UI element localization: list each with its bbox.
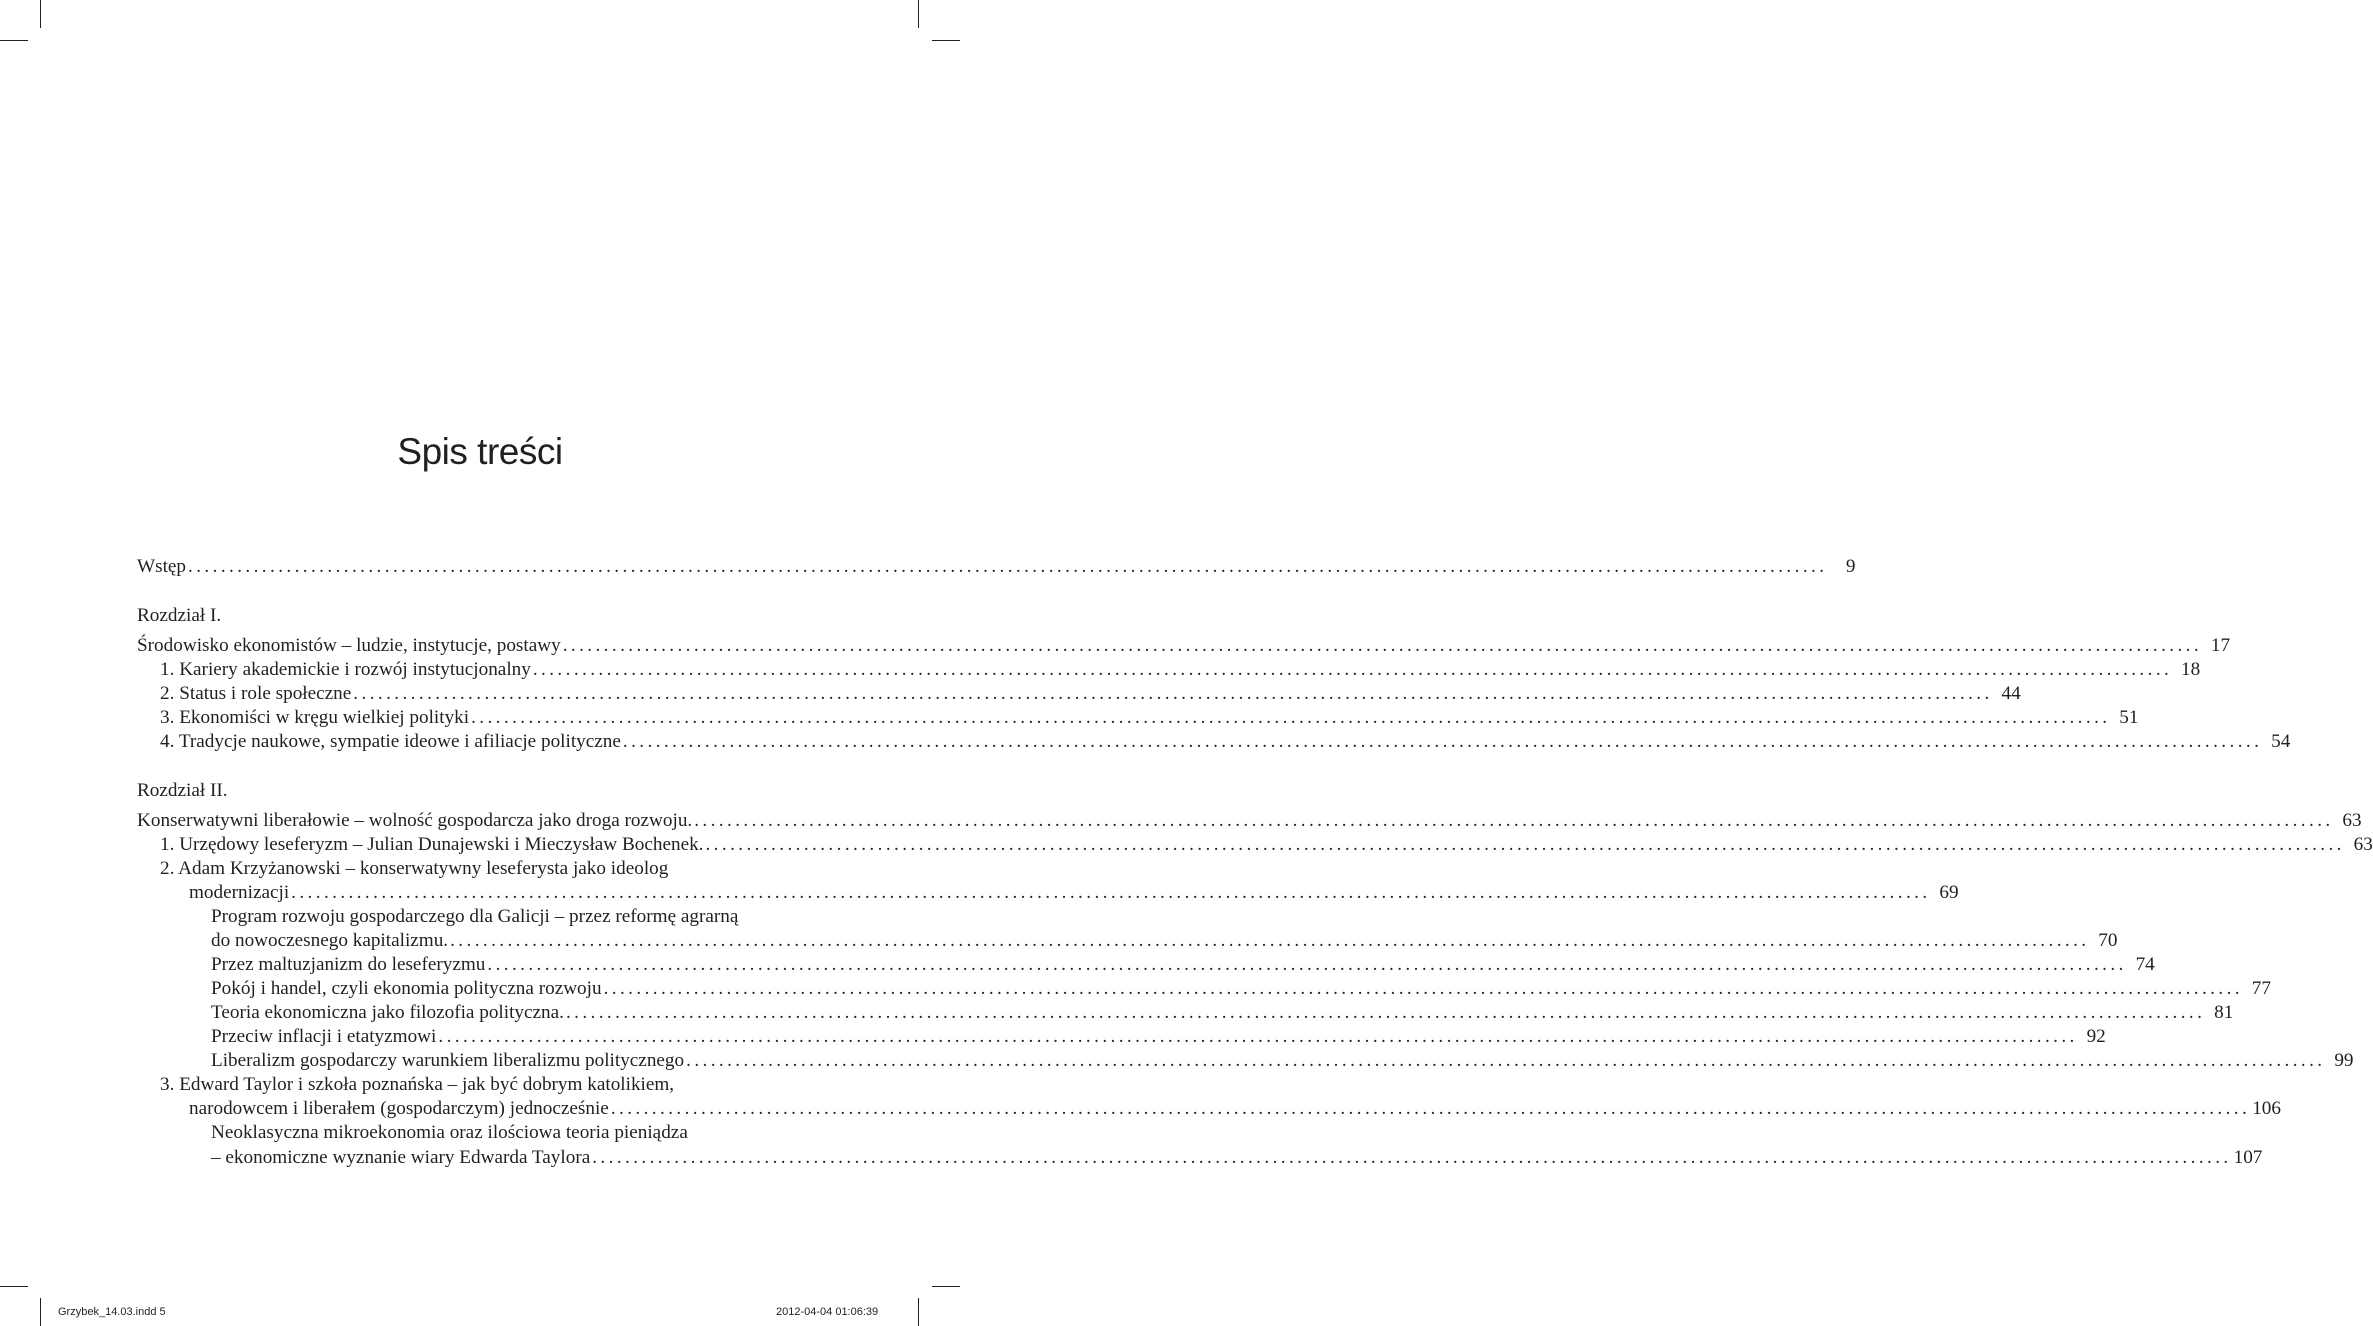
- toc-page-number: 51: [2119, 707, 2139, 728]
- toc-entry-text: Program rozwoju gospodarczego dla Galicji – przez reformę agrarną: [211, 906, 739, 927]
- toc-leader-dots: ........................................................................................................................................................................................................: [291, 882, 1931, 903]
- toc-leader-dots: ........................................................................................................................................................................................................: [471, 707, 2111, 728]
- toc-entry-text: 1. Urzędowy leseferyzm – Julian Dunajewski i Mieczysław Bochenek.: [160, 834, 704, 855]
- crop-mark-top-right: [918, 0, 919, 28]
- toc-entry-text: 4. Tradycje naukowe, sympatie ideowe i afiliacje polityczne: [160, 731, 621, 752]
- toc-leader-dots: ........................................................................................................................................................................................................: [450, 930, 2090, 951]
- toc-entry-text: Pokój i handel, czyli ekonomia polityczna rozwoju: [211, 978, 602, 999]
- toc-entry-text: 2. Adam Krzyżanowski – konserwatywny leseferysta jako ideolog: [160, 858, 669, 879]
- toc-leader-dots: ........................................................................................................................................................................................................: [622, 731, 2263, 752]
- toc-entry[interactable]: [137, 634, 2231, 658]
- toc-entry-continued[interactable]: [160, 1073, 811, 1097]
- toc-entry-text: Przez maltuzjanizm do leseferyzmu: [211, 954, 486, 975]
- toc-leader-dots: ........................................................................................................................................................................................................: [565, 1002, 2206, 1023]
- toc-page-number: 63: [2353, 834, 2373, 855]
- toc-page-number: 54: [2271, 731, 2291, 752]
- toc-entry[interactable]: [211, 1025, 2106, 1049]
- chapter-1-label: Rozdział I.: [137, 605, 222, 626]
- toc-entry-text: 2. Status i role społeczne: [160, 683, 352, 704]
- toc-page-number: 77: [2251, 978, 2271, 999]
- toc-page-number: 9: [1845, 556, 1856, 577]
- toc-leader-dots: ........................................................................................................................................................................................................: [686, 1050, 2326, 1071]
- toc-entry-intro[interactable]: [137, 555, 1856, 579]
- toc-entry[interactable]: [211, 953, 2155, 977]
- toc-entry[interactable]: [211, 1049, 2354, 1073]
- toc-leader-dots: ........................................................................................................................................................................................................: [438, 1026, 2078, 1047]
- footer-timestamp: 2012-04-04 01:06:39: [776, 1306, 879, 1318]
- toc-page-number: 106: [2252, 1098, 2281, 1119]
- toc-page-number: 107: [2233, 1147, 2263, 1168]
- crop-mark-bottom-left-h: [0, 1286, 28, 1287]
- toc-entry-text: do nowoczesnego kapitalizmu.: [211, 930, 449, 951]
- toc-entry[interactable]: [160, 833, 2373, 857]
- crop-mark-bottom-right-h: [932, 1286, 960, 1287]
- toc-entry-continued[interactable]: [211, 1121, 811, 1145]
- footer-file-name: Grzybek_14.03.indd 5: [58, 1306, 166, 1318]
- crop-mark-bottom-left: [40, 1298, 41, 1326]
- toc-page-number: 17: [2210, 635, 2231, 656]
- toc-page-number: 44: [2001, 683, 2021, 704]
- toc-entry-text: modernizacji: [189, 882, 290, 903]
- toc-leader-dots: ........................................................................................................................................................................................................: [353, 683, 1993, 704]
- crop-mark-top-right-h: [932, 40, 960, 41]
- toc-page-number: 63: [2342, 810, 2362, 831]
- toc-entry[interactable]: [211, 929, 2118, 953]
- toc-entry-text: Wstęp: [137, 556, 187, 577]
- toc-page-number: 70: [2098, 930, 2118, 951]
- toc-entry-text: Środowisko ekonomistów – ludzie, instytucje, postawy: [137, 635, 561, 656]
- toc-entry-text: narodowcem i liberałem (gospodarczym) jednocześnie: [189, 1098, 609, 1119]
- toc-leader-dots: ........................................................................................................................................................................................................: [610, 1098, 2251, 1119]
- toc-page-number: 92: [2086, 1026, 2106, 1047]
- crop-mark-top-left: [40, 0, 41, 28]
- toc-entry-text: 1. Kariery akademickie i rozwój instytucjonalny: [160, 659, 531, 680]
- toc-page-number: 18: [2181, 659, 2201, 680]
- toc-entry[interactable]: [137, 809, 2362, 833]
- toc-entry[interactable]: [211, 977, 2271, 1001]
- toc-entry-text: Teoria ekonomiczna jako filozofia polityczna.: [211, 1002, 564, 1023]
- toc-entry[interactable]: [211, 1001, 2234, 1025]
- toc-leader-dots: ........................................................................................................................................................................................................: [487, 954, 2127, 975]
- toc-entry-text: Konserwatywni liberałowie – wolność gospodarcza jako droga rozwoju.: [137, 810, 693, 831]
- crop-mark-top-left-h: [0, 40, 28, 41]
- toc-entry-text: 3. Edward Taylor i szkoła poznańska – jak być dobrym katolikiem,: [160, 1074, 675, 1095]
- toc-entry[interactable]: [160, 658, 2201, 682]
- toc-leader-dots: ........................................................................................................................................................................................................: [562, 635, 2203, 656]
- toc-page-number: 74: [2135, 954, 2155, 975]
- toc-entry-text: – ekonomiczne wyznanie wiary Edwarda Taylora: [211, 1147, 591, 1168]
- toc-entry-text: Liberalizm gospodarczy warunkiem liberalizmu politycznego: [211, 1050, 685, 1071]
- toc-leader-dots: ........................................................................................................................................................................................................: [532, 659, 2173, 680]
- toc-entry[interactable]: [160, 706, 2139, 730]
- toc-leader-dots: ........................................................................................................................................................................................................: [694, 810, 2334, 831]
- page-title: Spis treści: [397, 431, 563, 472]
- toc-entry-text: 3. Ekonomiści w kręgu wielkiej polityki: [160, 707, 470, 728]
- toc-entry[interactable]: [189, 881, 1959, 905]
- chapter-2-label: Rozdział II.: [137, 780, 228, 801]
- toc-entry-text: Neoklasyczna mikroekonomia oraz ilościowa teoria pieniądza: [211, 1122, 688, 1143]
- toc-leader-dots: ........................................................................................................................................................................................................: [188, 556, 1828, 577]
- toc-entry[interactable]: [189, 1097, 2281, 1121]
- toc-leader-dots: ........................................................................................................................................................................................................: [603, 978, 2243, 999]
- toc-entry[interactable]: [160, 730, 2291, 754]
- toc-leader-dots: ........................................................................................................................................................................................................: [592, 1147, 2232, 1168]
- toc-page-number: 99: [2334, 1050, 2354, 1071]
- toc-entry-continued[interactable]: [211, 905, 811, 929]
- crop-mark-bottom-right: [918, 1298, 919, 1326]
- toc-entry-continued[interactable]: [160, 857, 811, 881]
- toc-entry[interactable]: [160, 682, 2021, 706]
- toc-page-number: 69: [1939, 882, 1959, 903]
- toc-page-number: 81: [2214, 1002, 2234, 1023]
- toc-entry-text: Przeciw inflacji i etatyzmowi: [211, 1026, 437, 1047]
- toc-entry[interactable]: [211, 1146, 2263, 1170]
- toc-leader-dots: ........................................................................................................................................................................................................: [705, 834, 2345, 855]
